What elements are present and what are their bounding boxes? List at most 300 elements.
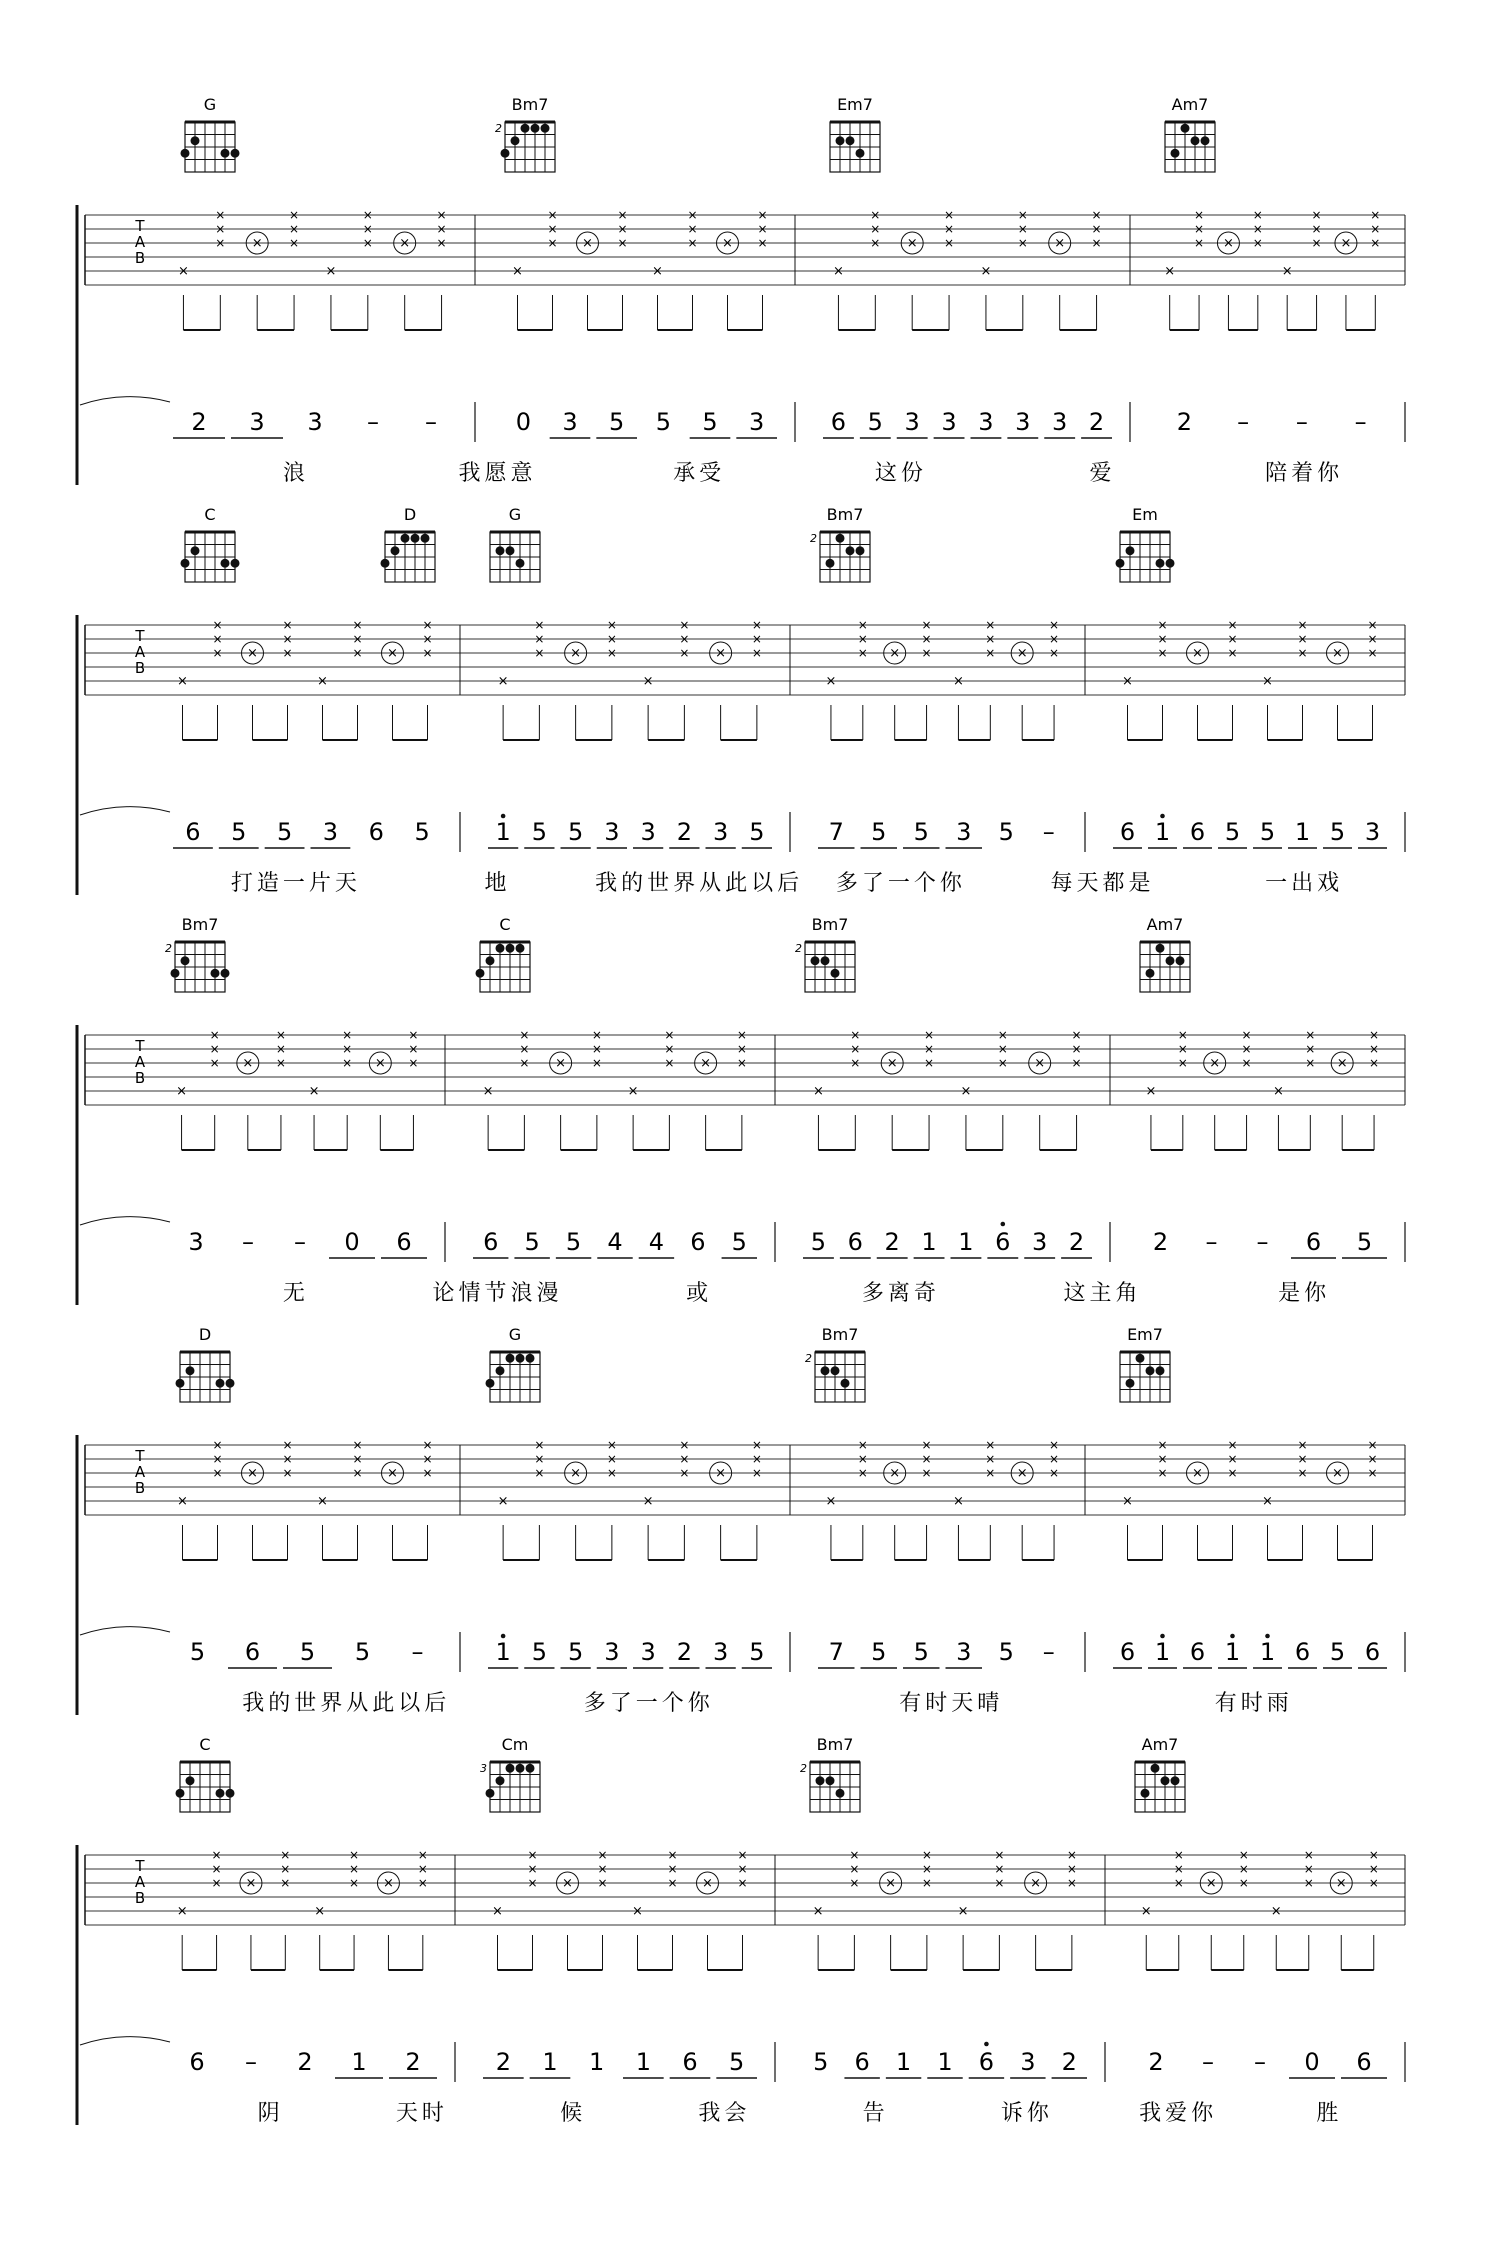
chord-diagram: [1116, 505, 1175, 582]
strum-x: ×: [342, 1042, 353, 1056]
strum-x: ×: [209, 1042, 220, 1056]
strum-x: ×: [547, 222, 558, 236]
chord-name: Bm7: [821, 1325, 859, 1344]
lyric: 候: [560, 2101, 587, 2126]
strum-x: ×: [1368, 1848, 1379, 1862]
jianpu-note: 5: [913, 1638, 929, 1666]
strum-x: ×: [924, 1028, 935, 1042]
mute-x: ×: [889, 1466, 901, 1481]
strum-x: ×: [1157, 1466, 1168, 1480]
strum-x: ×: [921, 1452, 932, 1466]
strum-x: ×: [342, 1028, 353, 1042]
phrase-slur: [80, 397, 170, 405]
chord-diagram: [810, 505, 870, 582]
tab-clef-letter: T: [135, 1447, 145, 1465]
jianpu-note: 3: [712, 818, 729, 846]
chord-finger-dot: [1156, 559, 1165, 568]
bass-x: ×: [1122, 1494, 1133, 1509]
bass-x: ×: [177, 674, 188, 689]
chord-finger-dot: [501, 149, 510, 158]
strum-x: ×: [289, 222, 300, 236]
strum-x: ×: [921, 1862, 932, 1876]
tab-clef-letter: B: [134, 249, 146, 267]
jianpu-note: 6: [830, 408, 847, 436]
chord-finger-dot: [531, 124, 540, 133]
lyric: 浪: [282, 461, 309, 486]
bass-x: ×: [652, 264, 663, 279]
strum-x: ×: [1017, 208, 1028, 222]
strum-x: ×: [211, 1876, 222, 1890]
lyric: 我爱你: [1139, 2101, 1218, 2126]
mute-x: ×: [251, 236, 263, 251]
bass-x: ×: [308, 1084, 320, 1099]
jianpu-note: 2: [191, 408, 207, 436]
jianpu-note: 3: [941, 408, 957, 436]
jianpu-high-dot: [501, 814, 506, 819]
strum-x: ×: [215, 222, 226, 236]
chord-finger-dot: [221, 149, 230, 158]
mute-x: ×: [1192, 1466, 1203, 1481]
strum-x: ×: [985, 646, 996, 660]
jianpu-note: 1: [542, 2048, 558, 2076]
jianpu-note: –: [245, 2048, 257, 2076]
chord-finger-dot: [496, 1776, 505, 1785]
jianpu-note: 1: [895, 2048, 912, 2076]
mute-x: ×: [1016, 646, 1028, 661]
strum-x: ×: [408, 1028, 419, 1042]
mute-x: ×: [715, 646, 727, 661]
tab-staff: [77, 1845, 1405, 2125]
strum-x: ×: [667, 1862, 678, 1876]
strum-x: ×: [591, 1028, 602, 1042]
bass-x: ×: [832, 264, 844, 279]
strum-x: ×: [1066, 1848, 1077, 1862]
bass-x: ×: [176, 1904, 188, 1919]
mute-x: ×: [555, 1056, 567, 1071]
strum-x: ×: [1297, 618, 1308, 632]
strum-x: ×: [1177, 1056, 1188, 1070]
bass-x: ×: [1272, 1084, 1284, 1099]
chord-finger-dot: [1151, 1764, 1160, 1773]
strum-x: ×: [282, 632, 293, 646]
jianpu-note: 5: [749, 1638, 765, 1666]
strum-x: ×: [436, 236, 447, 250]
jianpu-note: 6: [1189, 1638, 1206, 1666]
chord-name: Am7: [1146, 915, 1184, 934]
chord-finger-dot: [211, 969, 220, 978]
chord-finger-dot: [1146, 969, 1155, 978]
strum-x: ×: [850, 1056, 861, 1070]
chord-finger-dot: [401, 534, 410, 543]
jianpu-note: 5: [189, 1638, 206, 1666]
strum-x: ×: [527, 1862, 538, 1876]
numbered-notation: [80, 1217, 1405, 1262]
strum-x: ×: [737, 1848, 748, 1862]
strum-x: ×: [597, 1862, 608, 1876]
jianpu-note: –: [1042, 1638, 1055, 1666]
mute-x: ×: [582, 236, 593, 251]
chord-finger-dot: [1116, 559, 1125, 568]
strum-x: ×: [519, 1042, 530, 1056]
strum-x: ×: [1157, 618, 1168, 632]
strum-x: ×: [417, 1848, 428, 1862]
mute-x: ×: [889, 646, 901, 661]
jianpu-note: 5: [998, 1638, 1014, 1666]
mute-x: ×: [1222, 236, 1234, 251]
jianpu-note: –: [1254, 2048, 1266, 2076]
strum-x: ×: [751, 632, 762, 646]
mute-x: ×: [885, 1876, 897, 1891]
strum-x: ×: [1173, 1848, 1184, 1862]
mute-x: ×: [1034, 1056, 1046, 1071]
bass-x: ×: [952, 1494, 964, 1509]
jianpu-note: 5: [414, 818, 430, 846]
chord-finger-dot: [821, 956, 830, 965]
strum-x: ×: [436, 222, 447, 236]
jianpu-note: 0: [515, 408, 531, 436]
strum-x: ×: [282, 1466, 293, 1480]
mute-x: ×: [722, 236, 733, 251]
chord-finger-dot: [181, 149, 190, 158]
strum-x: ×: [944, 236, 955, 250]
strum-x: ×: [1297, 632, 1308, 646]
jianpu-note: 5: [565, 1228, 582, 1256]
jianpu-note: 6: [368, 818, 384, 846]
jianpu-note: 3: [249, 408, 265, 436]
chord-diagram: [476, 915, 531, 992]
tab-clef-letter: T: [135, 627, 145, 645]
jianpu-note: –: [425, 408, 437, 436]
chord-diagram: [1120, 1325, 1170, 1402]
chord-finger-dot: [181, 956, 190, 965]
chord-finger-dot: [526, 1354, 535, 1363]
strum-x: ×: [349, 1876, 360, 1890]
strum-x: ×: [1369, 1042, 1380, 1056]
chord-finger-dot: [496, 1366, 505, 1375]
jianpu-note: 4: [648, 1228, 665, 1256]
chord-diagram: [181, 505, 240, 582]
lyric: 多离奇: [861, 1281, 940, 1306]
chord-diagram: [1165, 95, 1215, 172]
jianpu-note: 5: [655, 408, 671, 436]
strum-x: ×: [1367, 632, 1378, 646]
chord-diagram: [805, 1325, 865, 1402]
strum-x: ×: [1227, 632, 1238, 646]
jianpu-note: 6: [995, 1228, 1011, 1256]
jianpu-note: 5: [609, 408, 625, 436]
strum-x: ×: [737, 1876, 748, 1890]
bass-x: ×: [642, 674, 654, 689]
strum-x: ×: [212, 618, 223, 632]
strum-x: ×: [944, 208, 955, 222]
jianpu-note: –: [1237, 408, 1250, 436]
bass-x: ×: [957, 1904, 969, 1919]
chord-finger-dot: [1171, 1776, 1180, 1785]
strum-x: ×: [924, 1056, 935, 1070]
chord-fret-number: 2: [795, 942, 802, 955]
mute-x: ×: [1336, 1056, 1348, 1071]
strum-x: ×: [417, 1876, 428, 1890]
strum-x: ×: [422, 646, 433, 660]
strum-x: ×: [1227, 1438, 1238, 1452]
system-3: [77, 915, 1405, 1306]
jianpu-note: 2: [884, 1228, 900, 1256]
strum-x: ×: [1311, 236, 1322, 250]
strum-x: ×: [850, 1042, 861, 1056]
bass-x: ×: [325, 264, 337, 279]
jianpu-note: 5: [729, 2048, 745, 2076]
chord-finger-dot: [476, 969, 485, 978]
jianpu-note: 2: [1152, 1228, 1169, 1256]
jianpu-note: 5: [299, 1638, 316, 1666]
strum-x: ×: [1297, 646, 1308, 660]
chord-finger-dot: [521, 124, 530, 133]
strum-x: ×: [591, 1042, 602, 1056]
chord-finger-dot: [231, 149, 240, 158]
strum-x: ×: [1241, 1042, 1252, 1056]
strum-x: ×: [1049, 1466, 1060, 1480]
chord-name: G: [203, 95, 217, 114]
lyric: 爱: [1089, 461, 1116, 486]
jianpu-note: –: [367, 408, 379, 436]
strum-x: ×: [617, 236, 628, 250]
jianpu-note: 5: [531, 1638, 548, 1666]
jianpu-note: 1: [1154, 818, 1171, 846]
bass-x: ×: [642, 1494, 654, 1509]
strum-x: ×: [664, 1042, 675, 1056]
chord-finger-dot: [516, 944, 525, 953]
chord-finger-dot: [486, 1379, 495, 1388]
chord-finger-dot: [1156, 944, 1165, 953]
strum-x: ×: [362, 222, 373, 236]
chord-name: Bm7: [816, 1735, 854, 1754]
tab-clef-letter: B: [134, 1479, 146, 1497]
chord-name: D: [403, 505, 417, 524]
strum-x: ×: [997, 1042, 1008, 1056]
strum-x: ×: [921, 646, 932, 660]
jianpu-note: 1: [351, 2048, 367, 2076]
jianpu-high-dot: [1160, 814, 1165, 819]
strum-x: ×: [985, 1452, 996, 1466]
strum-x: ×: [1367, 1466, 1378, 1480]
strum-x: ×: [1066, 1862, 1077, 1876]
chord-fret-number: 2: [810, 532, 817, 545]
tab-clef-letter: B: [134, 1069, 146, 1087]
jianpu-note: 2: [1088, 408, 1105, 436]
lyric: 阴: [257, 2101, 284, 2126]
bass-x: ×: [1262, 1494, 1273, 1509]
strum-x: ×: [1238, 1876, 1249, 1890]
chord-finger-dot: [816, 1776, 825, 1785]
jianpu-note: 2: [495, 2048, 511, 2076]
strum-x: ×: [1066, 1876, 1077, 1890]
strum-x: ×: [1049, 646, 1060, 660]
bass-x: ×: [512, 264, 523, 279]
chord-name: Am7: [1141, 1735, 1179, 1754]
jianpu-note: 2: [1148, 2048, 1164, 2076]
strum-x: ×: [1303, 1876, 1314, 1890]
jianpu-note: 5: [731, 1228, 747, 1256]
strum-x: ×: [1157, 646, 1168, 660]
strum-x: ×: [282, 646, 293, 660]
chord-finger-dot: [836, 534, 845, 543]
strum-x: ×: [215, 236, 226, 250]
strum-x: ×: [664, 1056, 675, 1070]
chord-finger-dot: [516, 1354, 525, 1363]
strum-x: ×: [921, 1466, 932, 1480]
mute-x: ×: [715, 1466, 727, 1481]
strum-x: ×: [282, 1452, 293, 1466]
strum-x: ×: [1297, 1438, 1308, 1452]
strum-x: ×: [211, 1862, 222, 1876]
jianpu-note: 2: [676, 1638, 693, 1666]
strum-x: ×: [534, 1466, 545, 1480]
mute-x: ×: [1016, 1466, 1028, 1481]
chord-diagram: [381, 505, 436, 582]
lyric: 这主角: [1063, 1281, 1142, 1306]
mute-x: ×: [382, 1876, 394, 1891]
mute-x: ×: [399, 236, 411, 251]
lyric: 有时天晴: [899, 1691, 1004, 1716]
chord-finger-dot: [1126, 1379, 1135, 1388]
strum-x: ×: [921, 632, 932, 646]
lyric: 我会: [698, 2101, 751, 2126]
strum-x: ×: [1071, 1042, 1082, 1056]
strum-x: ×: [422, 1466, 433, 1480]
jianpu-note: 1: [589, 2048, 605, 2076]
tab-clef-letter: A: [134, 1463, 146, 1481]
bass-x: ×: [497, 674, 509, 689]
jianpu-note: 5: [231, 818, 247, 846]
strum-x: ×: [534, 632, 545, 646]
lyric: 胜: [1316, 2101, 1343, 2126]
strum-x: ×: [921, 618, 932, 632]
lyrics-line: [258, 2101, 1343, 2126]
jianpu-note: 0: [344, 1228, 360, 1256]
strum-x: ×: [275, 1042, 286, 1056]
phrase-slur: [80, 2037, 170, 2045]
jianpu-note: 5: [810, 1228, 827, 1256]
bass-x: ×: [627, 1084, 639, 1099]
chord-finger-dot: [1171, 149, 1180, 158]
jianpu-note: –: [1256, 1228, 1269, 1256]
strum-x: ×: [519, 1028, 530, 1042]
strum-x: ×: [687, 208, 698, 222]
strum-x: ×: [737, 1862, 748, 1876]
strum-x: ×: [679, 1466, 690, 1480]
jianpu-note: 2: [297, 2048, 313, 2076]
strum-x: ×: [985, 1438, 996, 1452]
strum-x: ×: [1173, 1862, 1184, 1876]
tab-clef-letter: A: [134, 643, 146, 661]
chord-fret-number: 2: [805, 1352, 812, 1365]
strum-x: ×: [1367, 1438, 1378, 1452]
numbered-notation: [80, 397, 1405, 442]
strum-x: ×: [1238, 1862, 1249, 1876]
bass-x: ×: [825, 1494, 837, 1509]
jianpu-note: 6: [185, 818, 201, 846]
bass-x: ×: [1164, 264, 1176, 279]
jianpu-note: 5: [702, 408, 718, 436]
tab-clef-letter: T: [135, 217, 145, 235]
chord-finger-dot: [541, 124, 550, 133]
strum-x: ×: [687, 222, 698, 236]
jianpu-note: 6: [1356, 2048, 1372, 2076]
chord-finger-dot: [841, 1379, 850, 1388]
jianpu-note: 3: [322, 818, 339, 846]
strum-x: ×: [985, 632, 996, 646]
jianpu-note: 1: [1154, 1638, 1171, 1666]
chord-name: C: [204, 505, 216, 524]
mute-x: ×: [1054, 236, 1066, 251]
strum-x: ×: [1194, 222, 1205, 236]
chord-finger-dot: [856, 149, 865, 158]
jianpu-high-dot: [501, 1634, 506, 1639]
phrase-slur: [80, 1627, 170, 1635]
strum-x: ×: [757, 236, 768, 250]
strum-x: ×: [606, 632, 617, 646]
strum-x: ×: [679, 1438, 690, 1452]
lyrics-line: [283, 461, 1343, 486]
strum-x: ×: [534, 1452, 545, 1466]
strum-x: ×: [679, 1452, 690, 1466]
chord-finger-dot: [176, 1379, 185, 1388]
chord-name: Bm7: [181, 915, 219, 934]
mute-x: ×: [242, 1056, 254, 1071]
jianpu-note: 3: [604, 818, 620, 846]
chord-finger-dot: [506, 546, 515, 555]
chord-finger-dot: [496, 944, 505, 953]
bass-x: ×: [317, 674, 328, 689]
chord-finger-dot: [1136, 1354, 1145, 1363]
strum-x: ×: [997, 1056, 1008, 1070]
chord-finger-dot: [496, 546, 505, 555]
mute-x: ×: [1332, 646, 1343, 661]
chord-fret-number: 2: [800, 1762, 807, 1775]
jianpu-note: 3: [1052, 408, 1068, 436]
tab-clef-letter: T: [135, 1037, 145, 1055]
mute-x: ×: [1335, 1876, 1347, 1891]
strum-x: ×: [215, 208, 226, 222]
jianpu-note: 6: [690, 1228, 706, 1256]
bass-x: ×: [825, 674, 837, 689]
jianpu-note: 1: [1224, 1638, 1241, 1666]
chord-name: Bm7: [826, 505, 864, 524]
strum-x: ×: [1369, 1056, 1380, 1070]
chord-finger-dot: [1126, 546, 1135, 555]
jianpu-note: 6: [847, 1228, 863, 1256]
strum-x: ×: [408, 1042, 419, 1056]
strum-x: ×: [591, 1056, 602, 1070]
jianpu-note: 7: [828, 818, 844, 846]
tab-staff: [77, 205, 1405, 485]
lyric: 一出戏: [1265, 871, 1344, 896]
strum-x: ×: [1227, 618, 1238, 632]
lyrics-line: [283, 1281, 1330, 1306]
jianpu-note: 1: [495, 1638, 511, 1666]
jianpu-note: 5: [867, 408, 883, 436]
strum-x: ×: [422, 1438, 433, 1452]
jianpu-note: 3: [712, 1638, 729, 1666]
strum-x: ×: [417, 1862, 428, 1876]
strum-x: ×: [436, 208, 447, 222]
chord-finger-dot: [1201, 136, 1210, 145]
chord-finger-dot: [186, 1776, 195, 1785]
tab-clef-letter: B: [134, 1889, 146, 1907]
chord-finger-dot: [1181, 124, 1190, 133]
strum-x: ×: [212, 1466, 223, 1480]
jianpu-note: 5: [1329, 1638, 1346, 1666]
